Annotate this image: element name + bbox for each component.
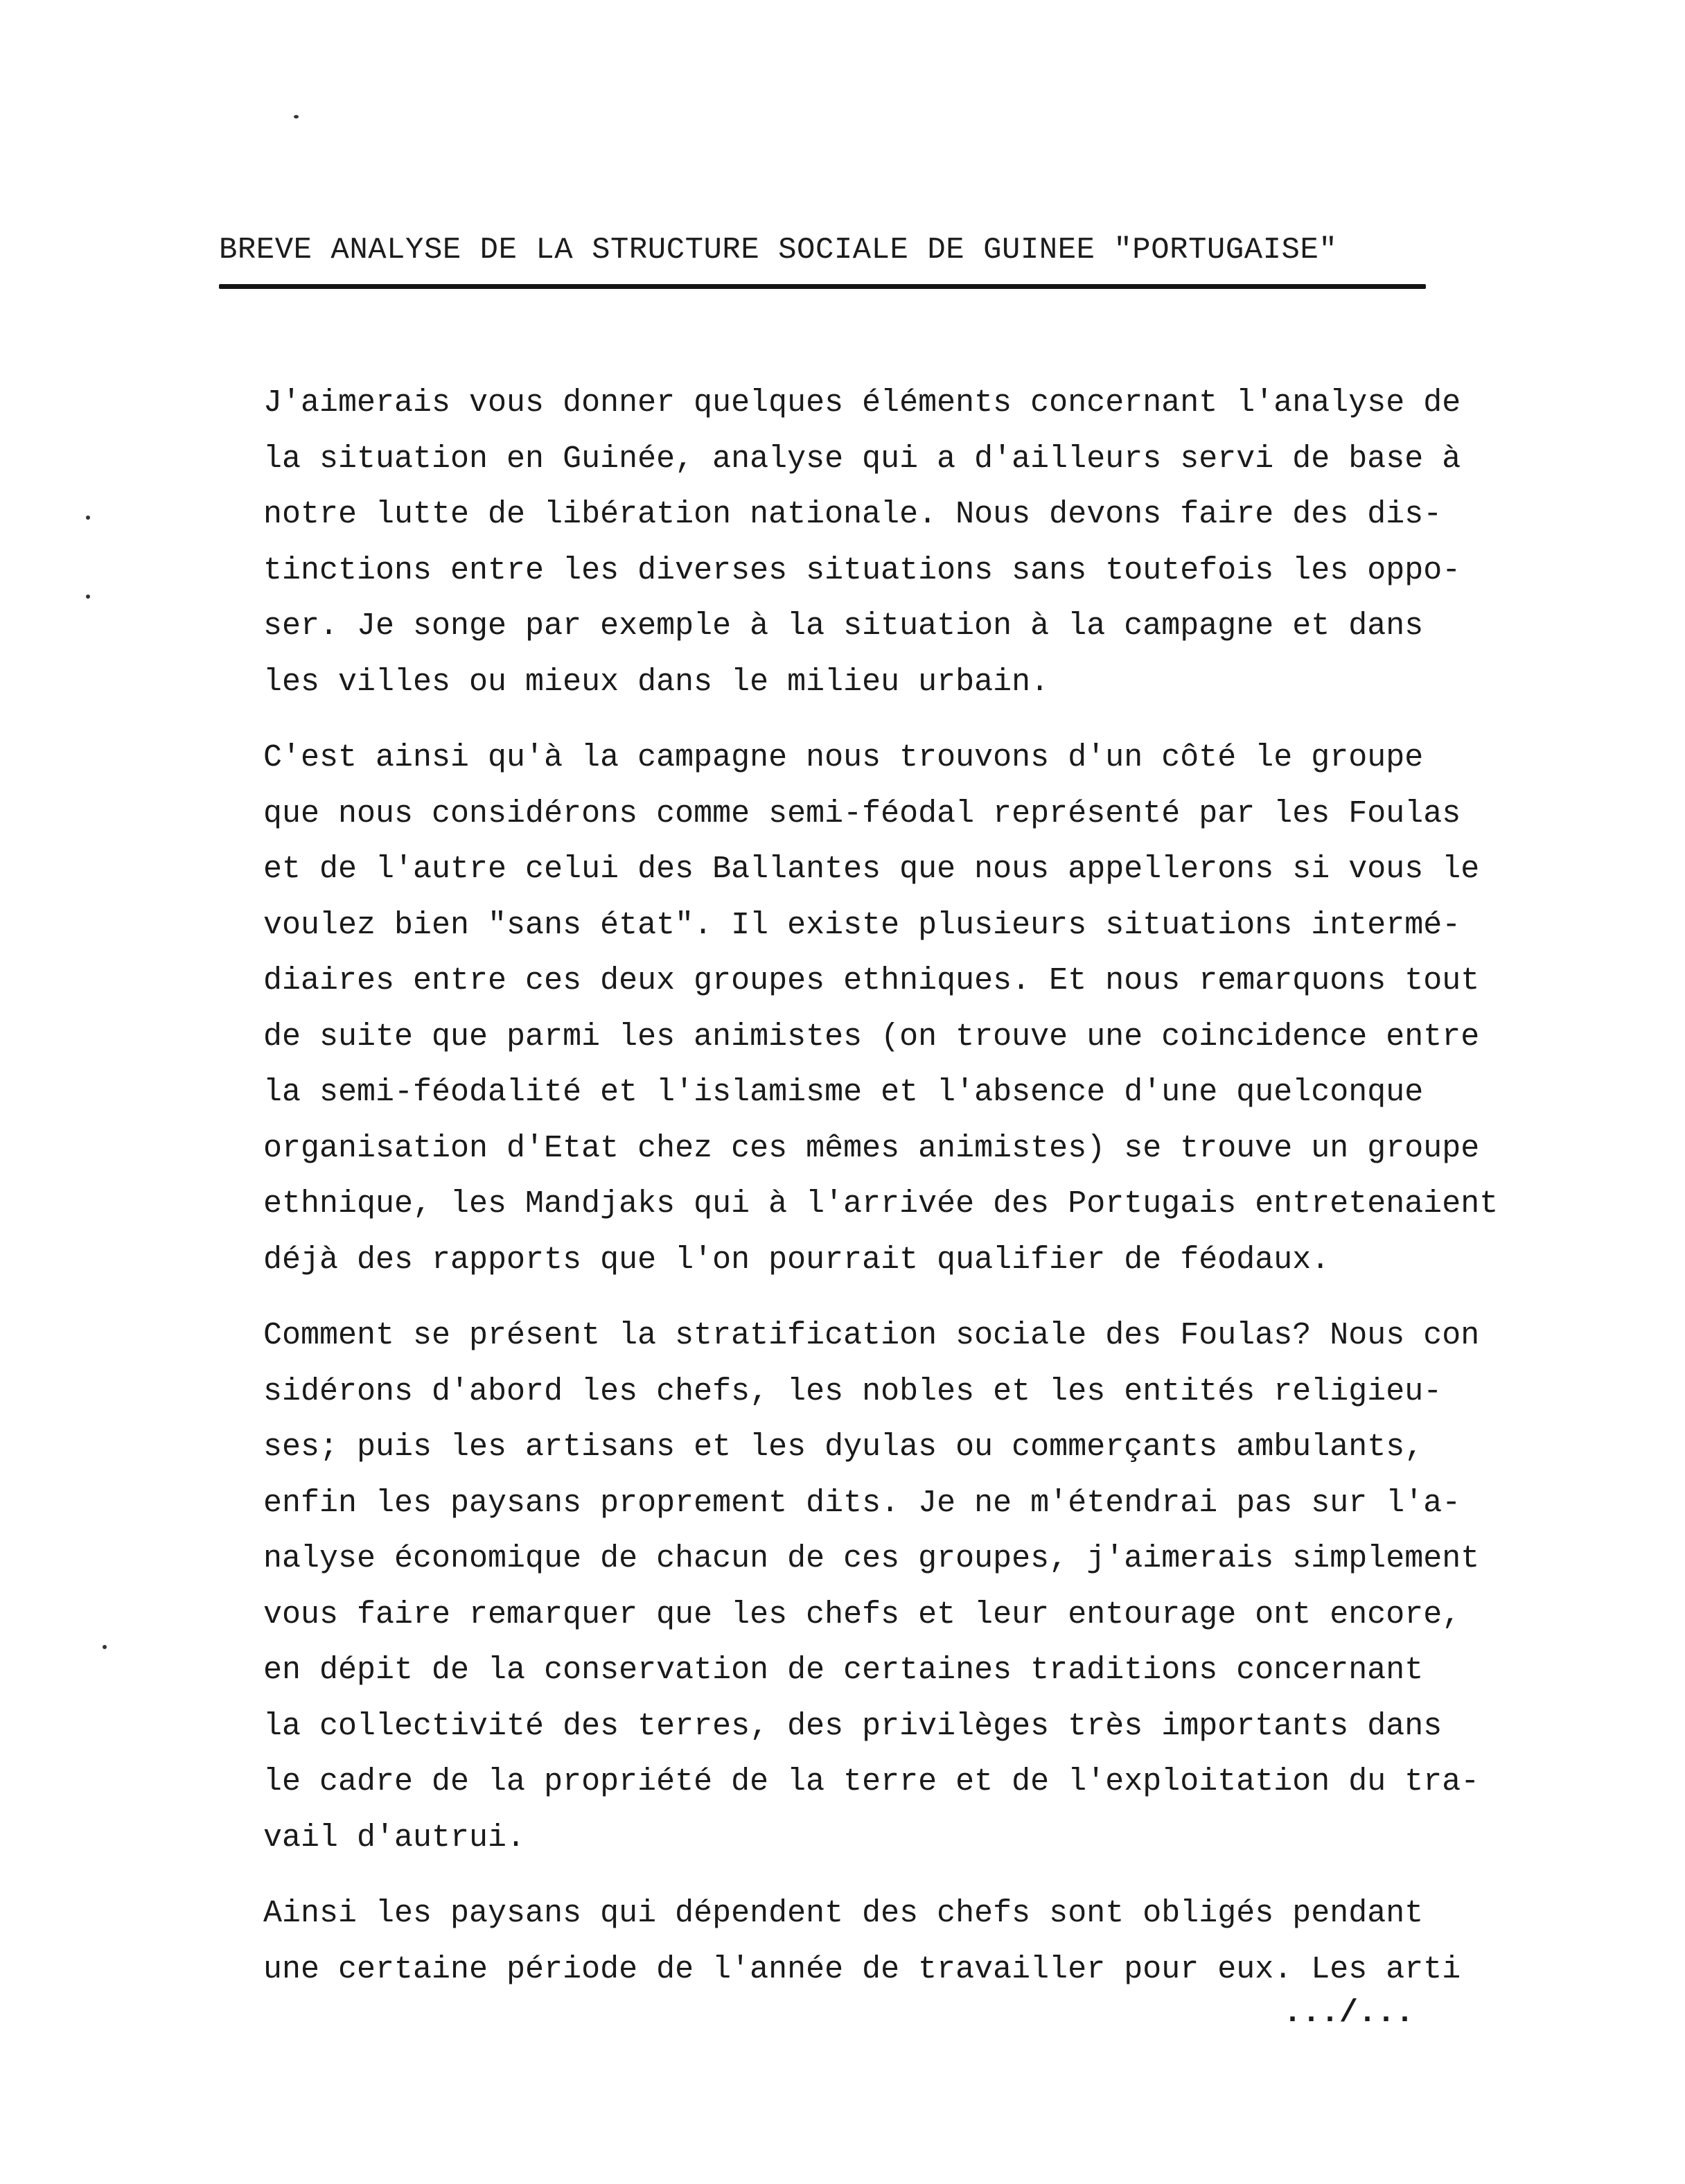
- text-line: vail d'autrui.: [263, 1820, 526, 1856]
- paragraph-3: [263, 1308, 1621, 1866]
- paragraph-4: [263, 1886, 1621, 1998]
- scan-speck: [294, 115, 299, 118]
- text-line: que nous considérons comme semi-féodal représenté par les Foulas: [263, 795, 1461, 831]
- text-line: déjà des rapports que l'on pourrait qualifier de féodaux.: [263, 1242, 1330, 1278]
- document-body: [263, 376, 1621, 2018]
- text-line: le cadre de la propriété de la terre et de l'exploitation du tra-: [263, 1764, 1480, 1799]
- paragraph-1: [263, 376, 1621, 710]
- text-line: nalyse économique de chacun de ces groupes, j'aimerais simplement: [263, 1541, 1480, 1576]
- text-line: tinctions entre les diverses situations sans toutefois les oppo-: [263, 552, 1461, 588]
- text-line: la collectivité des terres, des privilèges très importants dans: [263, 1708, 1443, 1744]
- text-line: en dépit de la conservation de certaines traditions concernant: [263, 1653, 1424, 1688]
- text-line: voulez bien "sans état". Il existe plusieurs situations intermé-: [263, 907, 1461, 943]
- text-line: ses; puis les artisans et les dyulas ou commerçants ambulants,: [263, 1429, 1424, 1465]
- page-continuation-mark: .../...: [1283, 1996, 1415, 2031]
- text-line: ser. Je songe par exemple à la situation à la campagne et dans: [263, 608, 1424, 644]
- text-line: et de l'autre celui des Ballantes que nous appellerons si vous le: [263, 852, 1480, 887]
- text-line: les villes ou mieux dans le milieu urbain.: [263, 664, 1050, 700]
- text-line: une certaine période de l'année de travailler pour eux. Les arti: [263, 1951, 1461, 1987]
- scan-speck: [86, 595, 90, 599]
- scan-speck: [103, 1645, 107, 1649]
- document-title: BREVE ANALYSE DE LA STRUCTURE SOCIALE DE GUINEE "PORTUGAISE": [219, 233, 1338, 267]
- text-line: diaires entre ces deux groupes ethniques. Et nous remarquons tout: [263, 963, 1480, 998]
- text-line: sidérons d'abord les chefs, les nobles et les entités religieu-: [263, 1373, 1443, 1409]
- text-line: enfin les paysans proprement dits. Je ne m'étendrai pas sur l'a-: [263, 1485, 1461, 1521]
- text-line: la semi-féodalité et l'islamisme et l'absence d'une quelconque: [263, 1075, 1424, 1110]
- text-line: de suite que parmi les animistes (on trouve une coincidence entre: [263, 1019, 1480, 1055]
- text-line: notre lutte de libération nationale. Nous devons faire des dis-: [263, 497, 1443, 532]
- text-line: organisation d'Etat chez ces mêmes animistes) se trouve un groupe: [263, 1130, 1480, 1166]
- scan-speck: [86, 516, 90, 520]
- paragraph-2: [263, 730, 1621, 1288]
- text-line: Comment se présent la stratification sociale des Foulas? Nous con: [263, 1318, 1480, 1353]
- text-line: vous faire remarquer que les chefs et leur entourage ont encore,: [263, 1596, 1461, 1632]
- text-line: la situation en Guinée, analyse qui a d'ailleurs servi de base à: [263, 441, 1461, 477]
- text-line: Ainsi les paysans qui dépendent des chefs sont obligés pendant: [263, 1896, 1424, 1931]
- text-line: J'aimerais vous donner quelques éléments concernant l'analyse de: [263, 385, 1461, 421]
- text-line: ethnique, les Mandjaks qui à l'arrivée des Portugais entretenaient: [263, 1186, 1499, 1222]
- title-underline: [219, 284, 1426, 289]
- text-line: C'est ainsi qu'à la campagne nous trouvons d'un côté le groupe: [263, 740, 1424, 775]
